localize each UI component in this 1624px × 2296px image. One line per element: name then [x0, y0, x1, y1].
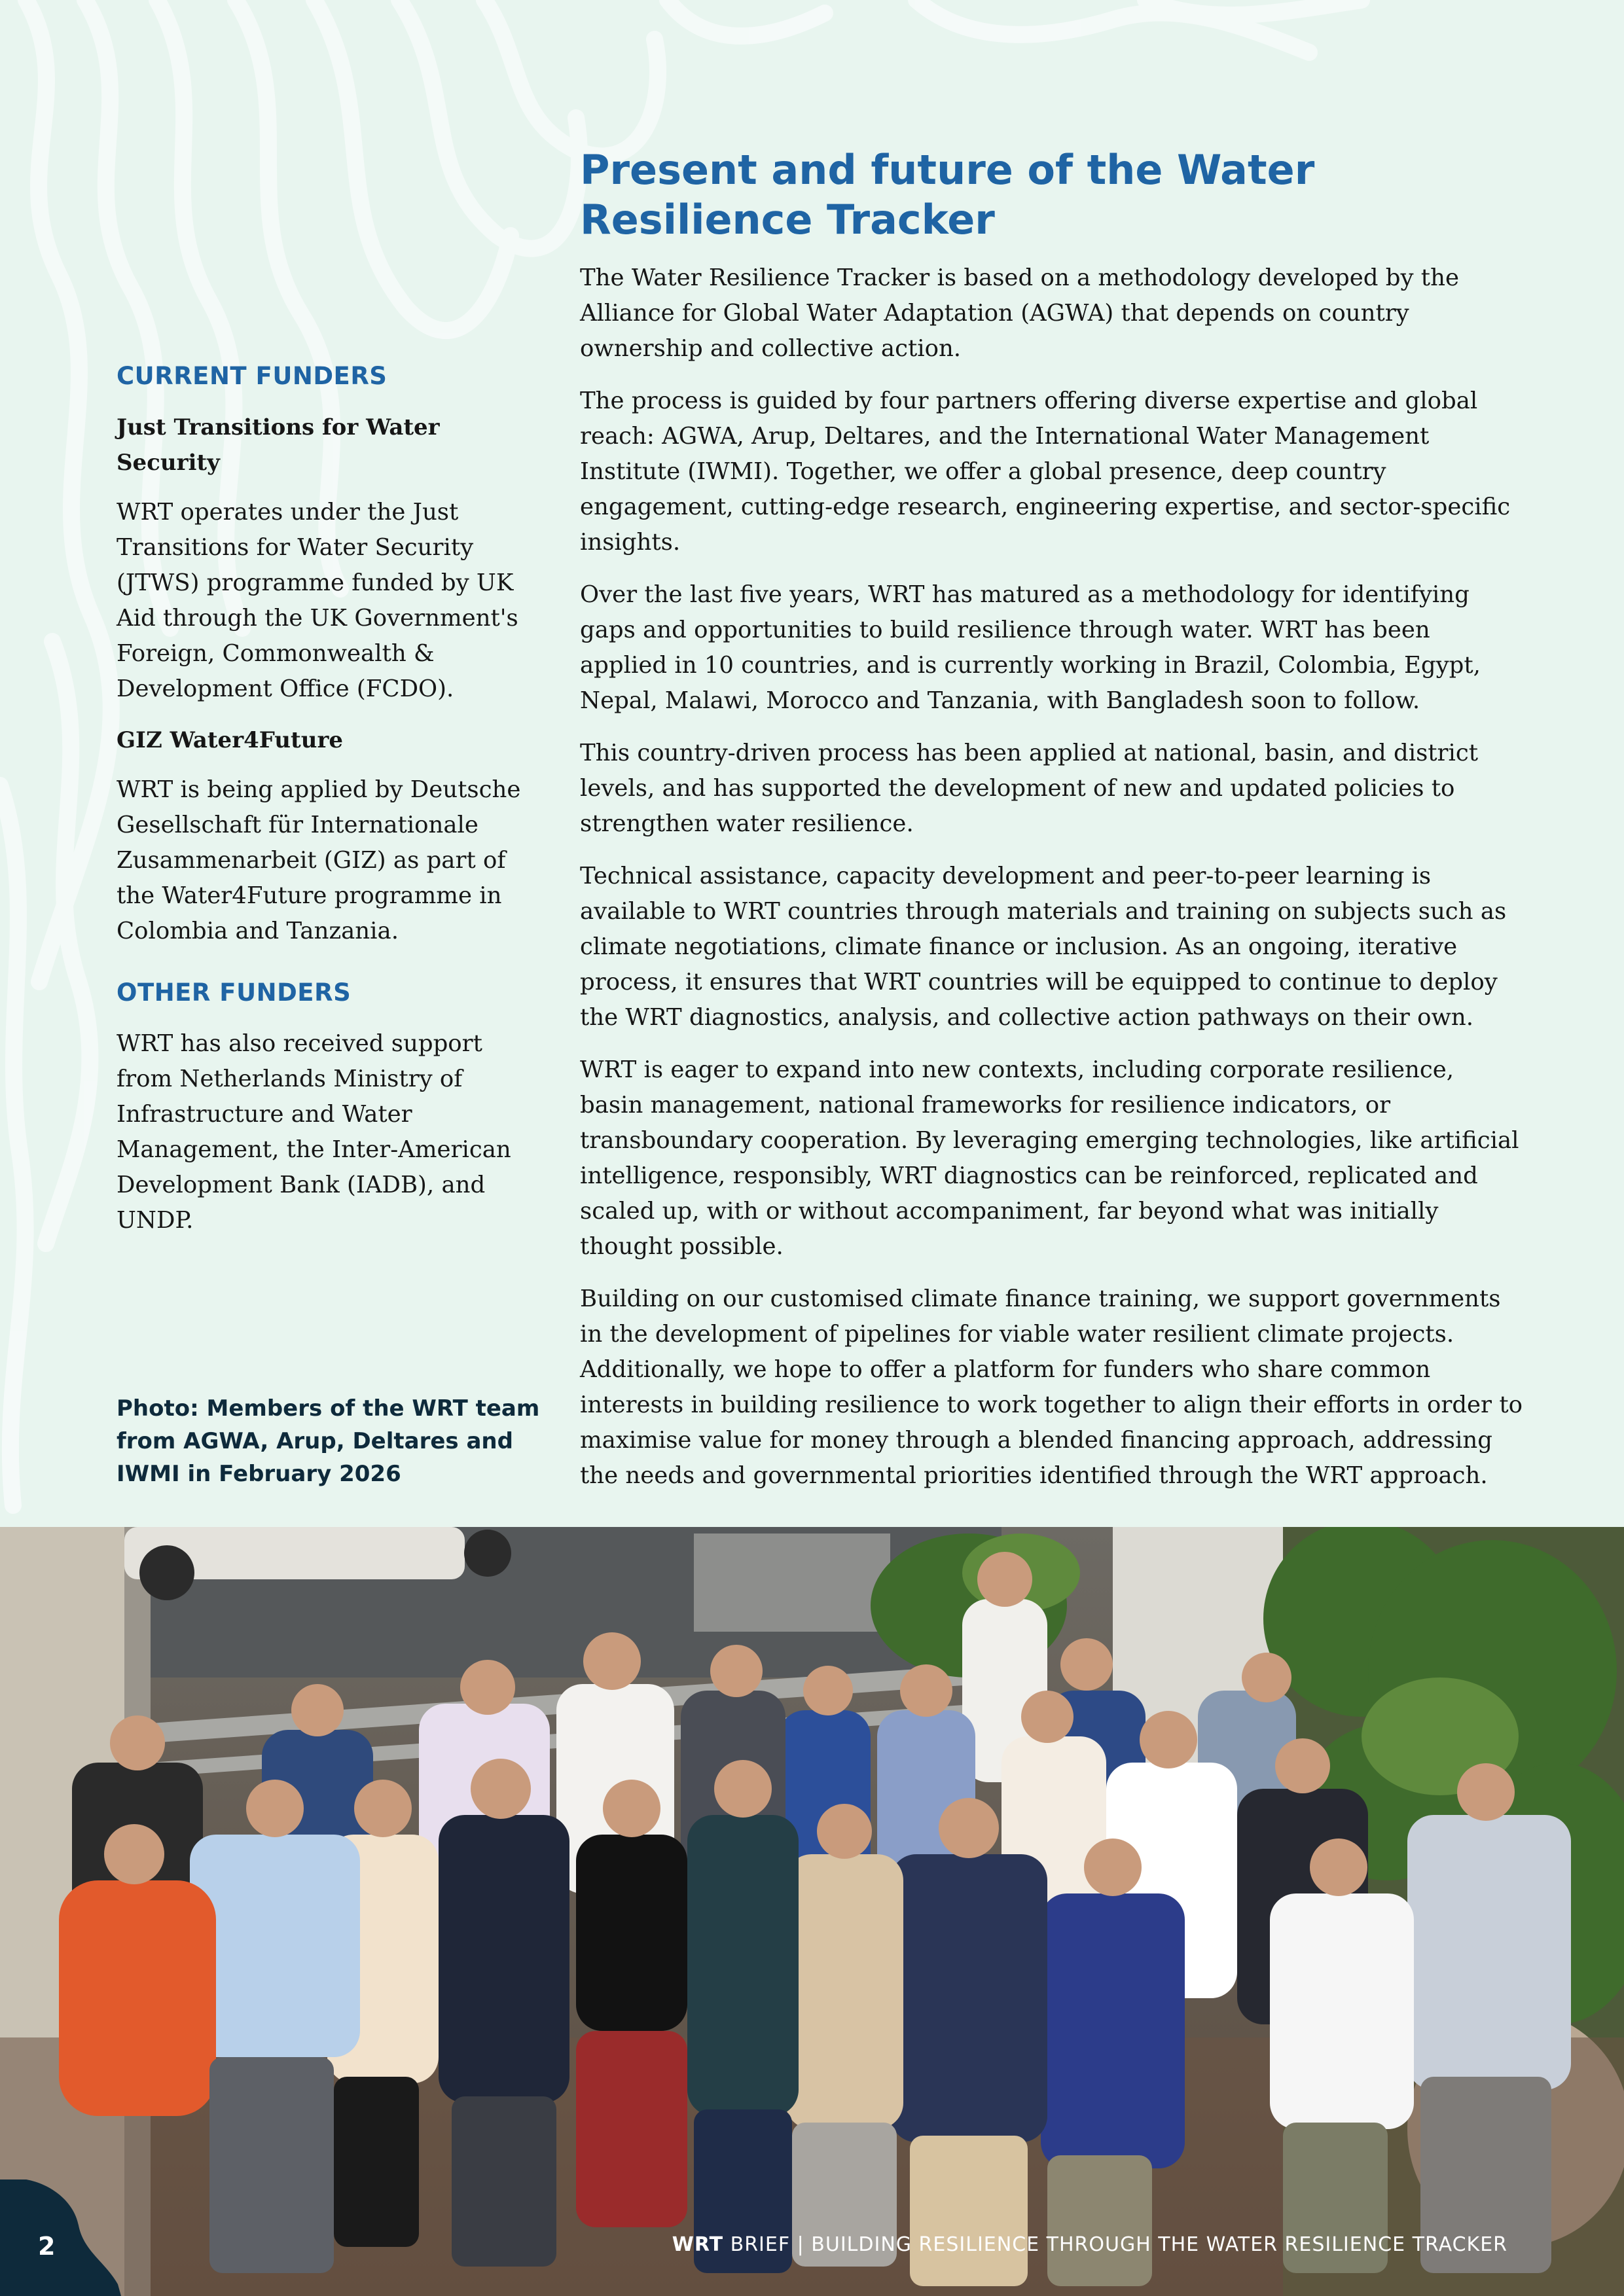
funder-giz-text: WRT is being applied by Deutsche Gesellschaft für Internationale Zusammenarbeit (GIZ) as part of the Water4Future programme in Colombia and Tanzania.: [117, 776, 521, 944]
photo-caption: Photo: Members of the WRT team from AGWA, Arup, Deltares and IWMI in February 2026: [117, 1395, 540, 1487]
paragraph-3: Over the last five years, WRT has matured as a methodology for identifying gaps and opportunities to build resilience through water. WRT has been applied in 10 countries, and is currently working in Brazil, Colombia, Egypt, Nepal, Malawi, Morocco and Tanzania, with Bangladesh soon to follow.: [580, 581, 1481, 714]
footer-brand: WRT: [672, 2233, 724, 2256]
paragraph-4: This country-driven process has been applied at national, basin, and district levels, and has supported the development of new and updated policies to strengthen water resilience.: [580, 740, 1479, 837]
main-body: [580, 260, 1523, 1511]
current-funders-heading: CURRENT FUNDERS: [117, 362, 388, 390]
page-number-badge: [0, 2179, 124, 2296]
paragraph-6: WRT is eager to expand into new contexts, including corporate resilience, basin management, national frameworks for resilience indicators, or transboundary cooperation. By leveraging emerging technologies, like artificial intelligence, responsibly, WRT diagnostics can be reinforced, replicated and scaled up, with or without accompaniment, far beyond what was initially thought possible.: [580, 1056, 1519, 1260]
paragraph-1: The Water Resilience Tracker is based on a methodology developed by the Alliance for Global Water Adaptation (AGWA) that depends on country ownership and collective action.: [580, 264, 1459, 362]
team-photo-illustration: [0, 1527, 1624, 2296]
funders-sidebar: [117, 359, 535, 1254]
funder-giz-name: GIZ Water4Future: [117, 727, 343, 753]
page-title: Present and future of the Water Resilience Tracker: [580, 146, 1315, 243]
paragraph-7: Building on our customised climate finance training, we support governments in the development of pipelines for viable water resilient climate projects. Additionally, we hope to offer a platform for funders who share common interests in building resilience to work together to align their efforts in order to maximise value for money through a blended financing approach, addressing the needs and governmental priorities identified through the WRT approach.: [580, 1285, 1523, 1489]
team-photo: [0, 1527, 1624, 2296]
other-funders-text: WRT has also received support from Netherlands Ministry of Infrastructure and Water Management, the Inter-American Development Bank (IADB), and UNDP.: [117, 1030, 511, 1234]
other-funders-heading: OTHER FUNDERS: [117, 978, 352, 1007]
paragraph-2: The process is guided by four partners offering diverse expertise and global reach: AGWA, Arup, Deltares, and the International Water Management Institute (IWMI). Together, we offer a global presence, deep country engagement, cutting-edge research, engineering expertise, and sector-specific insights.: [580, 387, 1511, 556]
funder-jtws-name: Just Transitions for Water Security: [117, 414, 440, 476]
page-number: 2: [38, 2232, 56, 2261]
footer-title: BRIEF | BUILDING RESILIENCE THROUGH THE WATER RESILIENCE TRACKER: [723, 2233, 1507, 2256]
paragraph-5: Technical assistance, capacity development and peer-to-peer learning is available to WRT countries through materials and training on subjects such as climate negotiations, climate finance or inclusion. As an ongoing, iterative process, it ensures that WRT countries will be equipped to continue to deploy the WRT diagnostics, analysis, and collective action pathways on their own.: [580, 863, 1507, 1031]
footer-running-title: [672, 2232, 1507, 2258]
funder-jtws-text: WRT operates under the Just Transitions for Water Security (JTWS) programme funded by UK Aid through the UK Government's Foreign, Commonwealth & Development Office (FCDO).: [117, 499, 518, 702]
